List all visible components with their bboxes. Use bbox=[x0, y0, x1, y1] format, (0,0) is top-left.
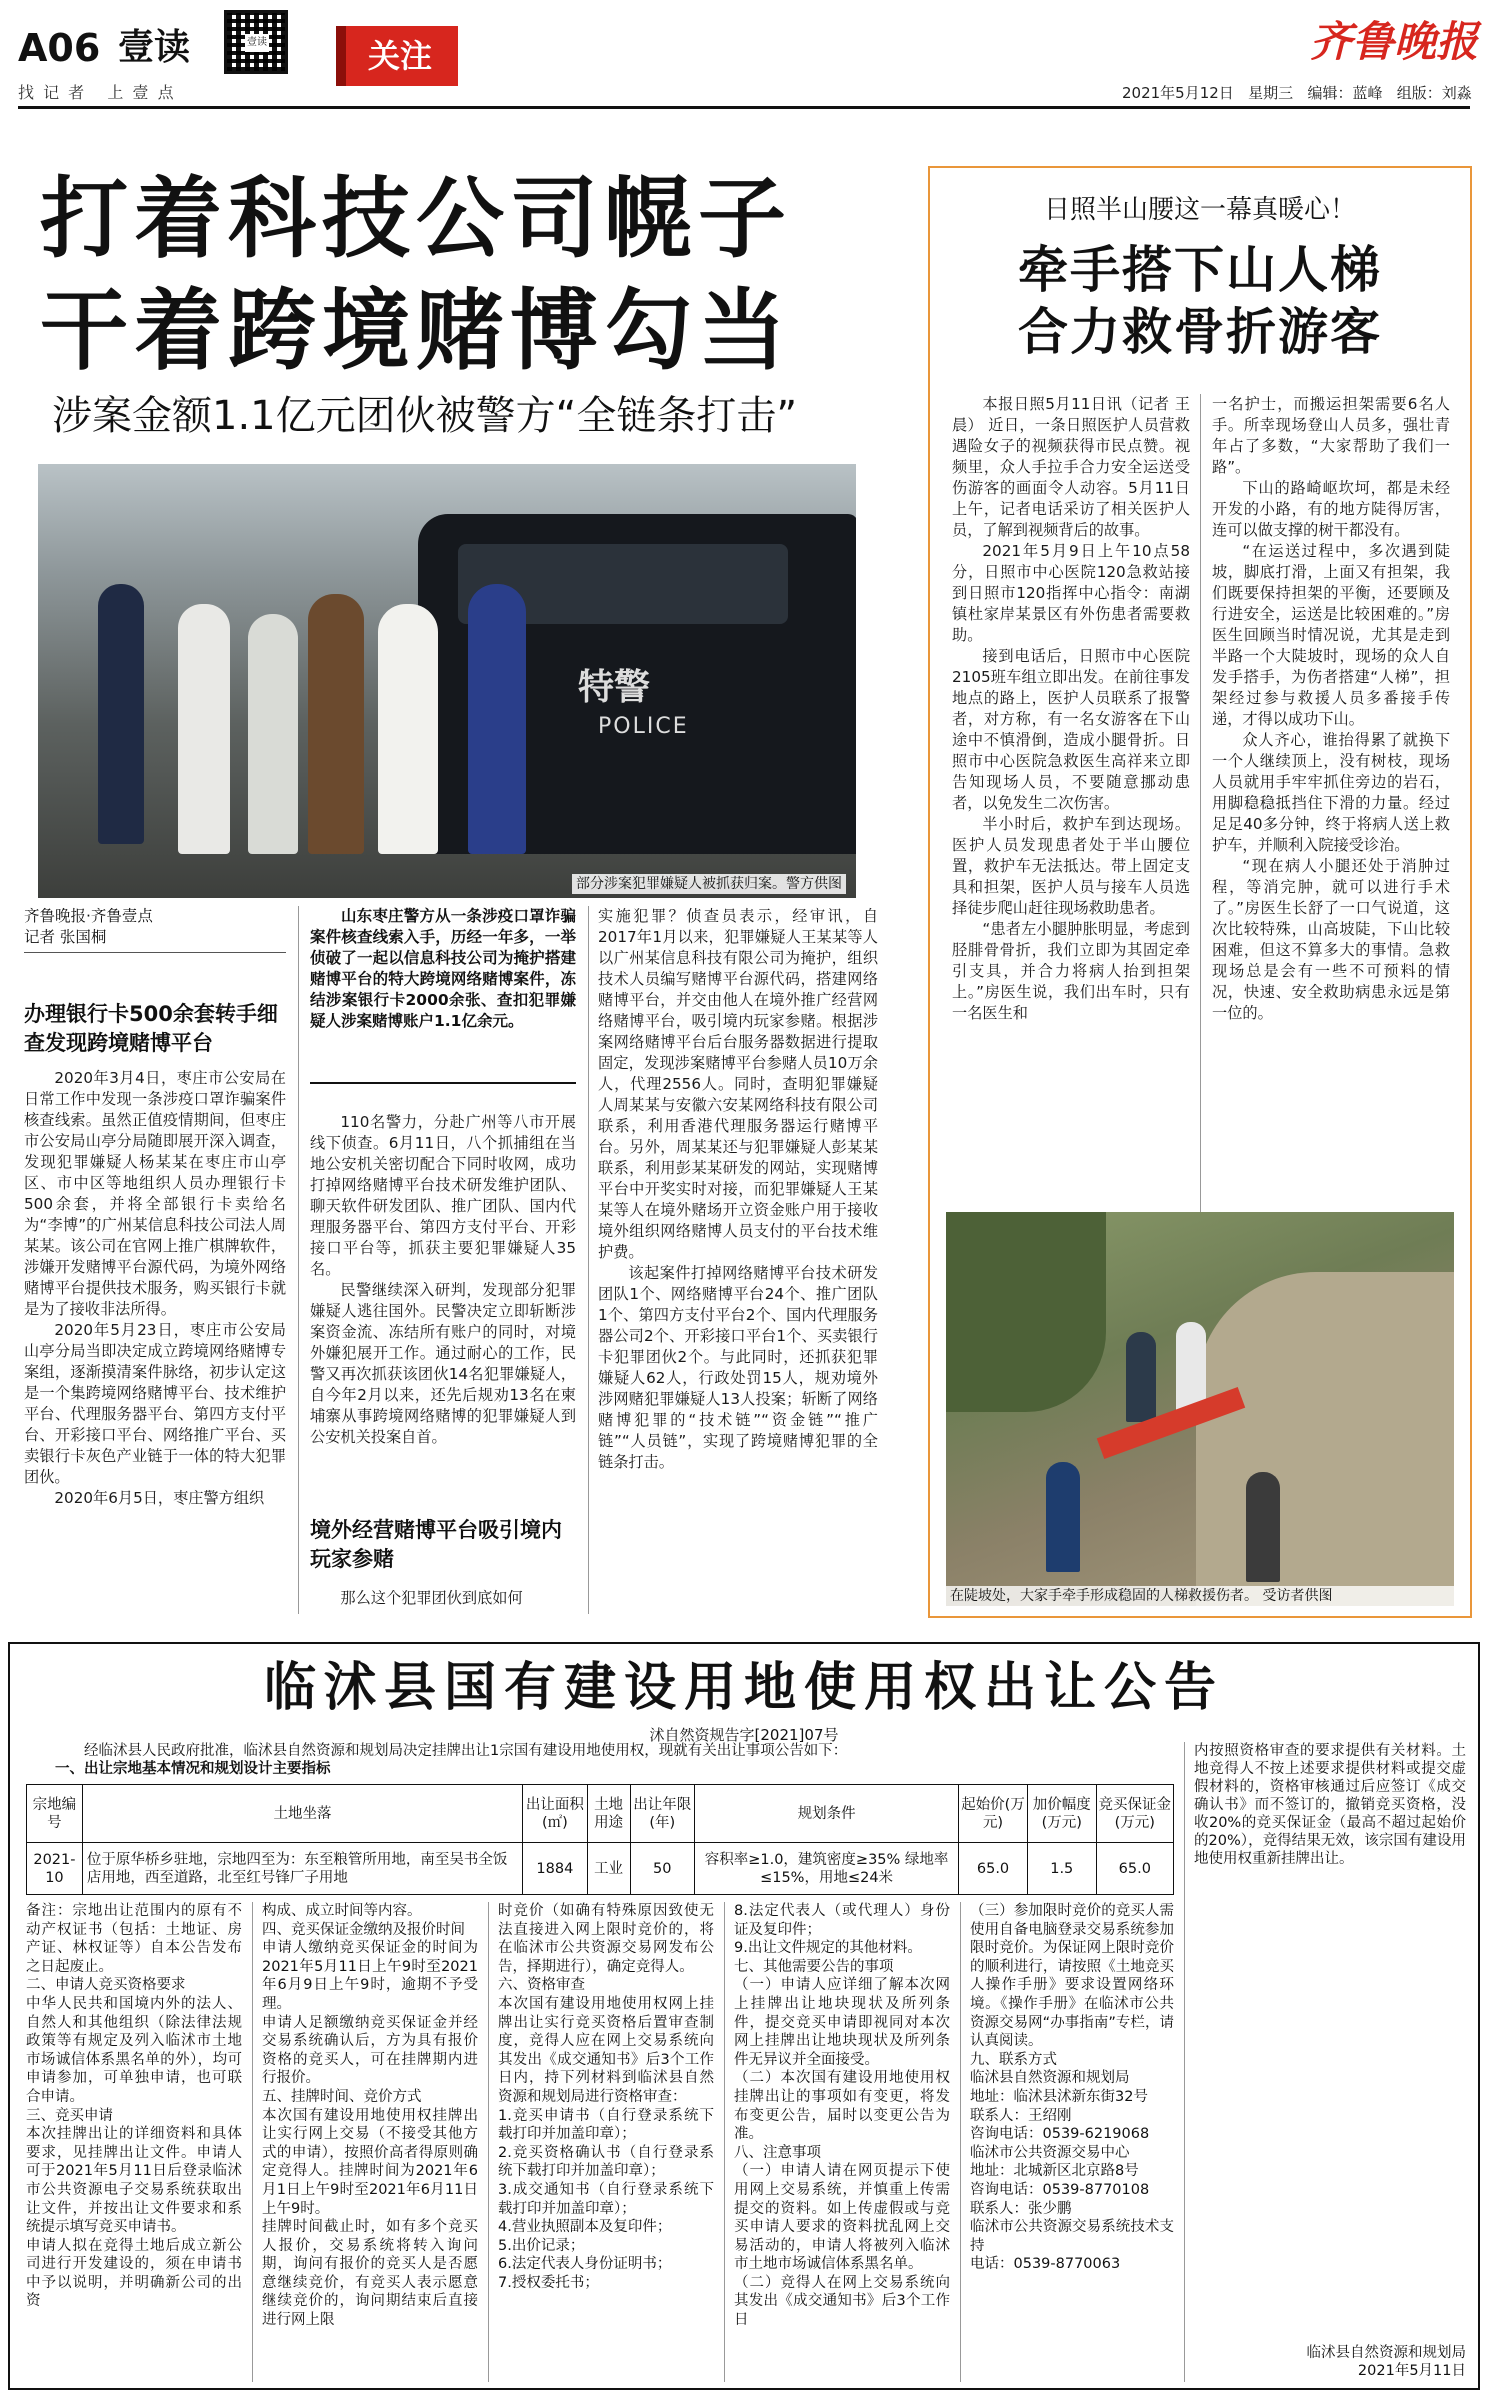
tagline: 找 记 者 上 壹 点 bbox=[18, 83, 176, 102]
paragraph: 本报日照5月11日讯（记者 王晨） 近日，一条日照医护人员营救遇险女子的视频获得市民点赞。视频里，众人手拉手合力安全运送受伤游客的画面令人动容。5月11日上午，记者电话采访了相关医护人员，了解到视频背后的故事。 bbox=[952, 395, 1190, 539]
tree-shape bbox=[946, 1212, 1106, 1412]
notice-signature bbox=[1194, 2344, 1466, 2380]
notice-intro: 经临沭县人民政府批准，临沭县自然资源和规划局决定挂牌出让1宗国有建设用地使用权，现就有关出让事项公告如下： bbox=[84, 1743, 848, 1759]
person-figure bbox=[1176, 1322, 1206, 1412]
notice-section-1: 一、出让宗地基本情况和规划设计主要指标 bbox=[55, 1761, 331, 1777]
column-divider bbox=[588, 906, 589, 1614]
table-header: 加价幅度(万元) bbox=[1027, 1785, 1096, 1843]
masthead bbox=[0, 0, 1488, 112]
rescue-photo bbox=[946, 1212, 1454, 1606]
table-header-row bbox=[27, 1785, 1174, 1843]
column-tab bbox=[336, 26, 458, 86]
lead-headline-2: 干着跨境赌博勾当 bbox=[40, 278, 793, 382]
table-header: 土地用途 bbox=[587, 1785, 630, 1843]
notice-doc-number: 沭自然资规告字[2021]07号 bbox=[649, 1726, 839, 1744]
page-number: A06 bbox=[18, 26, 101, 70]
lead-photo bbox=[38, 464, 856, 898]
person-figure bbox=[98, 584, 144, 844]
notice-column-5: （三）参加限时竞价的竞买人需使用自备电脑登录交易系统参加限时竞价。为保证网上限时竞价的顺利进行，请按照《土地竞买人操作手册》要求设置网络环境。《操作手册》在临沭市公共资源交易网“办事指南”专栏，请认真阅读。 九、联系方式 临沭县自然资源和规划局 地址：临沭县沭新东街32号 联系人：王绍刚 咨询电话：0539-6219068 临沭市公共资源交易中心 地址：北城新区北京路8号 咨询电话：0539-8770108 联系人：张少鹏 临沭市公共资源交易系统技术支持 电话：0539-8770063 bbox=[970, 1903, 1174, 2273]
signature-date: 2021年5月11日 bbox=[1357, 2363, 1466, 2379]
byline-rule bbox=[24, 952, 286, 953]
table-header: 出让面积(㎡) bbox=[523, 1785, 587, 1843]
issue-weekday: 星期三 bbox=[1248, 84, 1294, 102]
notice-column-1: 备注：宗地出让范围内的原有不动产权证书（包括：土地证、房产证、林权证等）自本公告发布之日起废止。 二、申请人竞买资格要求 中华人民共和国境内外的法人、自然人和其他组织（除法律法规政策等有规定及列入临沭市土地市场诚信体系黑名单的外），均可申请参加，可单独申请，也可联合申请。 三、竞买申请 本次挂牌出让的详细资料和具体要求，见挂牌出让文件。申请人可于2021年5月11日后登录临沭市公共资源电子交易系统获取出让文件，并按出让文件要求和系统提示填写竞买申请书。 申请人拟在竞得土地后成立新公司进行开发建设的，须在申请书中予以说明，并明确新公司的出资 bbox=[26, 1903, 242, 2310]
paragraph: “现在病人小腿还处于消肿过程，等消完肿，就可以进行手术了。”房医生长舒了一口气说道，这次比较特殊，山高坡陡，下山比较困难，但这不算多大的事情。急救现场总是会有一些不可预料的情况，快速、安全救助病患永远是第一位的。 bbox=[1212, 857, 1450, 1022]
paragraph: “在运送过程中，多次遇到陡坡，脚底打滑，上面又有担架，我们既要保持担架的平衡，还要顾及行进安全，运送是比较困难的。”房医生回顾当时情况说，尤其是走到半路一个大陡坡时，现场的众人自发手搭手，为伤者搭建“人梯”，担架经过参与救援人员多番接手传递，才得以成功下山。 bbox=[1212, 542, 1450, 728]
table-cell: 65.0 bbox=[1096, 1843, 1173, 1895]
issue-info bbox=[1122, 82, 1472, 103]
layout-editor: 组版：刘淼 bbox=[1396, 84, 1472, 102]
table-cell: 1884 bbox=[523, 1843, 587, 1895]
paragraph: 下山的路崎岖坎坷，都是未经开发的小路，有的地方陡得厉害，连可以做支撑的树干都没有。 bbox=[1212, 479, 1450, 539]
paragraph: 2021年5月9日上午10点58分，日照市中心医院120急救站接到日照市120指挥中心指令：南湖镇杜家岸某景区有外伤患者需要救助。 bbox=[952, 542, 1190, 644]
lead-subhead-1: 办理银行卡500余套转手细查发现跨境赌博平台 bbox=[24, 1002, 278, 1055]
paragraph: 一名护士，而搬运担架需要6名人手。所幸现场登山人员多，强壮青年占了多数，“大家帮助了我们一路”。 bbox=[1212, 395, 1450, 476]
notice-column-4: 8.法定代表人（或代理人）身份证及复印件； 9.出让文件规定的其他材料。 七、其他需要公告的事项 （一）申请人应详细了解本次网上挂牌出让地块现状及所列条件，提交竞买申请即视同对本次网上挂牌出让地块现状及所列条件无异议并全面接受。 （二）本次国有建设用地使用权挂牌出让的事项如有变更，将发布变更公告，届时以变更公告为准。 八、注意事项 （一）申请人请在网页提示下使用网上交易系统，并慎重上传需提交的资料。如上传虚假或与竞买申请人要求的资料扰乱网上交易活动的，申请人将被列入临沭市土地市场诚信体系黑名单。 （二）竞得人在网上交易系统向其发出《成交通知书》后3个工作日 bbox=[734, 1903, 950, 2329]
paragraph: 接到电话后，日照市中心医院2105班车组立即出发。在前往事发地点的路上，医护人员联系了报警者，对方称，有一名女游客在下山途中不慎滑倒，造成小腿骨折。日照市中心医院急救医生高祥来立即告知现场人员，不要随意挪动患者，以免发生二次伤害。 bbox=[952, 647, 1190, 812]
paragraph: 该起案件打掉网络赌博平台技术研发团队1个、网络赌博平台24个、推广团队1个、第四方支付平台2个、国内代理服务器公司2个、开彩接口平台1个、买卖银行卡犯罪团伙2个。与此同时，还抓获犯罪嫌疑人62人，行政处罚15人，规劝境外涉网赌犯罪嫌疑人13人投案；斩断了网络赌博犯罪的“技术链”“资金链”“推广链”“人员链”，实现了跨境赌博犯罪的全链条打击。 bbox=[598, 1264, 878, 1471]
paragraph: “患者左小腿肿胀明显，考虑到胫腓骨骨折，我们立即为其固定牵引支具，并合力将病人抬到担架上。”房医生说，我们出车时，只有一名医生和 bbox=[952, 920, 1190, 1022]
table-cell: 50 bbox=[630, 1843, 694, 1895]
lead-column-2-end bbox=[310, 1588, 576, 1609]
table-row bbox=[27, 1843, 1174, 1895]
column-divider bbox=[252, 1902, 253, 2382]
column-divider bbox=[298, 906, 299, 1614]
lead-intro: 山东枣庄警方从一条涉疫口罩诈骗案件核查线索入手，历经一年多，一举侦破了一起以信息科技公司为掩护搭建赌博平台的特大跨境网络赌博案件，冻结涉案银行卡2000余张、查扣犯罪嫌疑人涉案赌博账户1.1亿余元。 bbox=[310, 907, 576, 1030]
paragraph: 半小时后，救护车到达现场。医护人员发现患者处于半山腰位置，救护车无法抵达。带上固定支具和担架，医护人员与接车人员选择徒步爬山赶往现场救助患者。 bbox=[952, 815, 1190, 917]
person-figure bbox=[178, 604, 230, 854]
masthead-rule bbox=[18, 106, 1470, 109]
rescue-column-2 bbox=[1212, 394, 1450, 1024]
table-cell: 1.5 bbox=[1027, 1843, 1096, 1895]
column-divider bbox=[1200, 394, 1201, 1354]
lead-byline bbox=[24, 906, 286, 953]
rock-slope bbox=[1196, 1272, 1454, 1606]
table-cell: 65.0 bbox=[959, 1843, 1028, 1895]
notice-box bbox=[8, 1642, 1480, 2390]
table-cell: 2021-10 bbox=[27, 1843, 83, 1895]
byline-reporter: 记者 张国桐 bbox=[24, 928, 107, 946]
rescue-title-2: 合力救骨折游客 bbox=[1018, 302, 1382, 361]
parcel-table bbox=[26, 1784, 1174, 1895]
notice-column-3: 时竞价（如确有特殊原因致使无法直接进入网上限时竞价的，将在临沭市公共资源交易网发布公告，择期进行），确定竞得人。 六、资格审查 本次国有建设用地使用权网上挂牌出让实行竞买资格后置审查制度，竞得人应在网上交易系统向其发出《成交通知书》后3个工作日内，持下列材料到临沭县自然资源和规划局进行资格审查： 1.竞买申请书（自行登录系统下载打印并加盖印章）； 2.竞买资格确认书（自行登录系统下载打印并加盖印章）； 3.成交通知书（自行登录系统下载打印并加盖印章）； 4.营业执照副本及复印件； 5.出价记录； 6.法定代表人身份证明书； 7.授权委托书； bbox=[498, 1903, 714, 2291]
paragraph: 2020年3月4日，枣庄市公安局在日常工作中发现一条涉疫口罩诈骗案件核查线索。虽然正值疫情期间，但枣庄市公安局山亭分局随即展开深入调查，发现犯罪嫌疑人杨某某在枣庄市山亭区、市中区等地组织人员办理银行卡500余套，并将全部银行卡卖给名为“李博”的广州某信息科技公司法人周某某。该公司在官网上推广棋牌软件，涉嫌开发赌博平台源代码，为境外网络赌博平台提供技术服务，购买银行卡就是为了接收非法所得。 bbox=[24, 1069, 286, 1318]
intro-rule bbox=[310, 1082, 576, 1084]
person-figure bbox=[1126, 1332, 1156, 1422]
lead-column-3 bbox=[598, 906, 878, 1473]
van-label-police: POLICE bbox=[598, 714, 689, 739]
table-cell: 位于原华桥乡驻地，宗地四至为：东至粮管所用地，南至吴书全饭店用地，西至道路，北至红号锋厂子用地 bbox=[82, 1843, 522, 1895]
notice-column-2: 构成、成立时间等内容。 四、竞买保证金缴纳及报价时间 申请人缴纳竞买保证金的时间为2021年5月11日上午9时至2021年6月9日上午9时，逾期不予受理。 申请人足额缴纳竞买保证金并经交易系统确认后，方为具有报价资格的竞买人，可在挂牌期内进行报价。 五、挂牌时间、竞价方式 本次国有建设用地使用权挂牌出让实行网上交易（不接受其他方式的申请），按照价高者得原则确定竞得人。挂牌时间为2021年6月1日上午9时至2021年6月11日上午9时。 挂牌时间截止时，如有多个竞买人报价，交易系统将转入询问期，询问有报价的竞买人是否愿意继续竞价，有竞买人表示愿意继续竞价的，询问期结束后直接进行网上限 bbox=[262, 1903, 478, 2329]
lead-subheadline: 涉案金额1.1亿元团伙被警方“全链条打击” bbox=[52, 393, 798, 439]
lead-photo-caption: 部分涉案犯罪嫌疑人被抓获归案。警方供图 bbox=[572, 874, 846, 894]
rescue-story-box bbox=[928, 166, 1472, 1618]
qr-code bbox=[224, 10, 288, 74]
notice-main bbox=[26, 1742, 1174, 1778]
lead-headline-1: 打着科技公司幌子 bbox=[40, 166, 793, 270]
section-name: 壹读 bbox=[118, 27, 191, 68]
table-cell: 容积率≥1.0，建筑密度≥35% 绿地率≤15%，用地≤24米 bbox=[694, 1843, 958, 1895]
table-header: 宗地编号 bbox=[27, 1785, 83, 1843]
table-header: 竞买保证金(万元) bbox=[1096, 1785, 1173, 1843]
column-tab-label: 关注 bbox=[368, 37, 433, 75]
table-cell: 工业 bbox=[587, 1843, 630, 1895]
paragraph: 实施犯罪？侦查员表示，经审讯，自2017年1月以来，犯罪嫌疑人王某某等人以广州某信息科技有限公司为掩护，组织技术人员编写赌博平台源代码，搭建网络赌博平台，并交由他人在境外推广经营网络赌博平台，吸引境内玩家参赌。根据涉案网络赌博平台后台服务器数据进行提取固定，发现涉案赌博平台参赌人员10万余人，代理2556人。同时，查明犯罪嫌疑人周某某与安徽六安某网络科技有限公司联系，利用香港代理服务器运行赌博平台。另外，周某某还与犯罪嫌疑人彭某某联系，利用彭某某研发的网站，实现赌博平台中开奖实时对接，而犯罪嫌疑人王某某等人在境外赌场开立资金账户用于接收境外组织网络赌博人员支付的平台技术维护费。 bbox=[598, 907, 878, 1261]
lead-column-1 bbox=[24, 1068, 286, 1509]
paragraph: 2020年6月5日，枣庄警方组织 bbox=[54, 1489, 265, 1507]
table-header: 起始价(万元) bbox=[959, 1785, 1028, 1843]
column-divider bbox=[1184, 1742, 1185, 2382]
person-figure bbox=[308, 594, 364, 854]
column-divider bbox=[488, 1902, 489, 2382]
newspaper-logo: 齐鲁晚报 bbox=[1310, 17, 1479, 66]
lead-column-2 bbox=[310, 1112, 576, 1448]
editor: 编辑：蓝峰 bbox=[1307, 84, 1383, 102]
rescue-kicker: 日照半山腰这一幕真暖心！ bbox=[1043, 195, 1356, 225]
paragraph: 2020年5月23日，枣庄市公安局山亭分局当即决定成立跨境网络赌博专案组，逐渐摸清案件脉络，初步认定这是一个集跨境网络赌博平台、技术维护平台、代理服务器平台、第四方支付平台、开彩接口平台、网络推广平台、买卖银行卡灰色产业链于一体的特大犯罪团伙。 bbox=[24, 1321, 286, 1486]
person-figure bbox=[378, 604, 438, 854]
lead-subhead-2: 境外经营赌博平台吸引境内玩家参赌 bbox=[310, 1518, 562, 1571]
paragraph: 那么这个犯罪团伙到底如何 bbox=[340, 1589, 523, 1607]
person-figure bbox=[1046, 1462, 1080, 1572]
paragraph: 民警继续深入研判，发现部分犯罪嫌疑人逃往国外。民警决定立即斩断涉案资金流、冻结所有账户的同时，对境外嫌犯展开工作。通过耐心的工作，民警又再次抓获该团伙14名犯罪嫌疑人，自今年2月以来，还先后规劝13名在柬埔寨从事跨境网络赌博的犯罪嫌疑人到公安机关投案自首。 bbox=[310, 1281, 576, 1446]
qr-logo: 壹读 bbox=[245, 34, 269, 52]
van-label-tejing: 特警 bbox=[578, 667, 651, 708]
rescue-column-1 bbox=[952, 394, 1190, 1024]
person-figure bbox=[1246, 1472, 1280, 1582]
table-header: 土地坐落 bbox=[82, 1785, 522, 1843]
column-divider bbox=[960, 1902, 961, 2382]
table-header: 出让年限(年) bbox=[630, 1785, 694, 1843]
paragraph: 众人齐心，谁抬得累了就换下一个人继续顶上，没有树枝，现场人员就用手牢牢抓住旁边的岩石，用脚稳稳抵挡住下滑的力量。经过足足40多分钟，终于将病人送上救护车，并顺利入院接受诊治。 bbox=[1212, 731, 1450, 854]
table-header: 规划条件 bbox=[694, 1785, 958, 1843]
person-figure bbox=[468, 584, 526, 854]
column-divider bbox=[724, 1902, 725, 2382]
notice-title: 临沭县国有建设用地使用权出让公告 bbox=[263, 1657, 1224, 1718]
notice-right-top: 内按照资格审查的要求提供有关材料。土地竞得人不按上述要求提供材料或提交虚假材料的，资格审核通过后应签订《成交确认书》而不签订的，撤销竞买资格，没收20%的竞买保证金（最高不超过起始价的20%），竞得结果无效，该宗国有建设用地使用权重新挂牌出让。 bbox=[1194, 1743, 1466, 1867]
rescue-title-1: 牵手搭下山人梯 bbox=[1018, 240, 1382, 299]
signature-org: 临沭县自然资源和规划局 bbox=[1306, 2345, 1466, 2361]
person-figure bbox=[248, 614, 298, 854]
byline-outlet: 齐鲁晚报·齐鲁壹点 bbox=[24, 907, 153, 925]
issue-date: 2021年5月12日 bbox=[1122, 84, 1234, 102]
paragraph: 110名警力，分赴广州等八市开展线下侦查。6月11日，八个抓捕组在当地公安机关密切配合下同时收网，成功打掉网络赌博平台技术研发维护团队、聊天软件研发团队、推广团队、国内代理服务器平台、第四方支付平台、开彩接口平台等，抓获主要犯罪嫌疑人35名。 bbox=[310, 1113, 576, 1278]
rescue-photo-caption: 在陡坡处，大家手牵手形成稳固的人梯救援伤者。 受访者供图 bbox=[946, 1586, 1454, 1606]
